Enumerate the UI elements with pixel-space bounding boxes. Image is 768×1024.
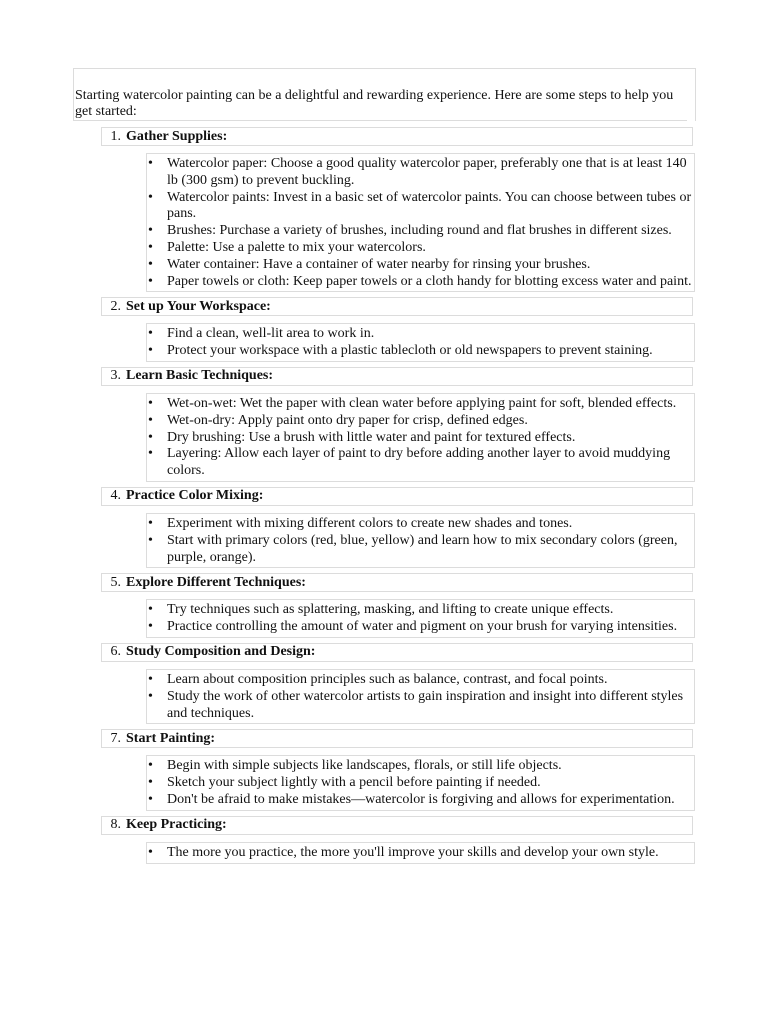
step-bullet-list (146, 323, 695, 362)
step-title: Learn Basic Techniques: (126, 368, 274, 384)
bullet-item: • Practice controlling the amount of water and pigment on your brush for varying intensities. (147, 619, 694, 636)
step-heading (101, 729, 693, 748)
bullet-item: • Wet-on-wet: Wet the paper with clean water before applying paint for soft, blended effects. (147, 396, 694, 413)
bullet-item: • Start with primary colors (red, blue, yellow) and learn how to mix secondary colors (green, purple, orange). (147, 533, 694, 567)
bullet-item: • Try techniques such as splattering, masking, and lifting to create unique effects. (147, 602, 694, 619)
step-item (73, 297, 695, 362)
step-heading (101, 297, 693, 316)
step-item (73, 573, 695, 638)
bullet-item: • Water container: Have a container of water nearby for rinsing your brushes. (147, 257, 694, 274)
bullet-item: • Protect your workspace with a plastic tablecloth or old newspapers to prevent staining. (147, 343, 694, 360)
step-bullet-list (146, 599, 695, 638)
step-number: 1. (110, 128, 121, 144)
step-title: Study Composition and Design: (126, 644, 316, 660)
step-bullet-list (146, 842, 695, 864)
step-bullet-list (146, 393, 695, 482)
step-item (73, 487, 695, 568)
step-heading (101, 816, 693, 835)
step-title: Keep Practicing: (126, 817, 227, 833)
step-title: Set up Your Workspace: (126, 298, 271, 314)
step-number: 7. (110, 730, 121, 746)
bullet-item: • Sketch your subject lightly with a pencil before painting if needed. (147, 775, 694, 792)
bullet-item: • Palette: Use a palette to mix your watercolors. (147, 240, 694, 257)
bullet-item: • Wet-on-dry: Apply paint onto dry paper for crisp, defined edges. (147, 413, 694, 430)
bullet-item: • Learn about composition principles such as balance, contrast, and focal points. (147, 672, 694, 689)
steps-list (73, 127, 695, 864)
step-heading (101, 573, 693, 592)
bullet-item: • Dry brushing: Use a brush with little water and paint for textured effects. (147, 430, 694, 447)
bullet-item: • Experiment with mixing different colors to create new shades and tones. (147, 516, 694, 533)
step-heading (101, 643, 693, 662)
step-item (73, 643, 695, 724)
bullet-item: • Find a clean, well-lit area to work in. (147, 326, 694, 343)
step-item (73, 729, 695, 810)
step-number: 4. (110, 488, 121, 504)
step-number: 8. (110, 817, 121, 833)
step-heading (101, 487, 693, 506)
step-bullet-list (146, 755, 695, 810)
step-item (73, 816, 695, 864)
step-number: 3. (110, 368, 121, 384)
step-number: 5. (110, 574, 121, 590)
bullet-item: • Study the work of other watercolor artists to gain inspiration and insight into different styles and techniques. (147, 689, 694, 723)
step-title: Start Painting: (126, 730, 216, 746)
bullet-item: • Brushes: Purchase a variety of brushes, including round and flat brushes in different sizes. (147, 223, 694, 240)
step-title: Gather Supplies: (126, 128, 228, 144)
step-title: Practice Color Mixing: (126, 488, 264, 504)
step-bullet-list (146, 153, 695, 292)
bullet-item: • The more you practice, the more you'll improve your skills and develop your own style. (147, 845, 694, 862)
step-heading (101, 367, 693, 386)
bullet-item: • Begin with simple subjects like landscapes, florals, or still life objects. (147, 758, 694, 775)
bullet-item: • Watercolor paper: Choose a good quality watercolor paper, preferably one that is at least 140 lb (300 gsm) to prevent buckling. (147, 156, 694, 190)
bullet-item: • Paper towels or cloth: Keep paper towels or a cloth handy for blotting excess water and paint. (147, 274, 694, 291)
step-bullet-list (146, 669, 695, 724)
bullet-item: • Don't be afraid to make mistakes—watercolor is forgiving and allows for experimentation. (147, 792, 694, 809)
step-number: 6. (110, 644, 121, 660)
step-item (73, 367, 695, 482)
bullet-item: • Layering: Allow each layer of paint to dry before adding another layer to avoid muddying colors. (147, 446, 694, 480)
step-bullet-list (146, 513, 695, 568)
step-title: Explore Different Techniques: (126, 574, 306, 590)
intro-paragraph: Starting watercolor painting can be a delightful and rewarding experience. Here are some steps to help you get started: (73, 68, 687, 121)
bullet-item: • Watercolor paints: Invest in a basic set of watercolor paints. You can choose between tubes or pans. (147, 190, 694, 224)
step-heading (101, 127, 693, 146)
step-item (73, 127, 695, 292)
step-number: 2. (110, 298, 121, 314)
document (73, 68, 695, 864)
